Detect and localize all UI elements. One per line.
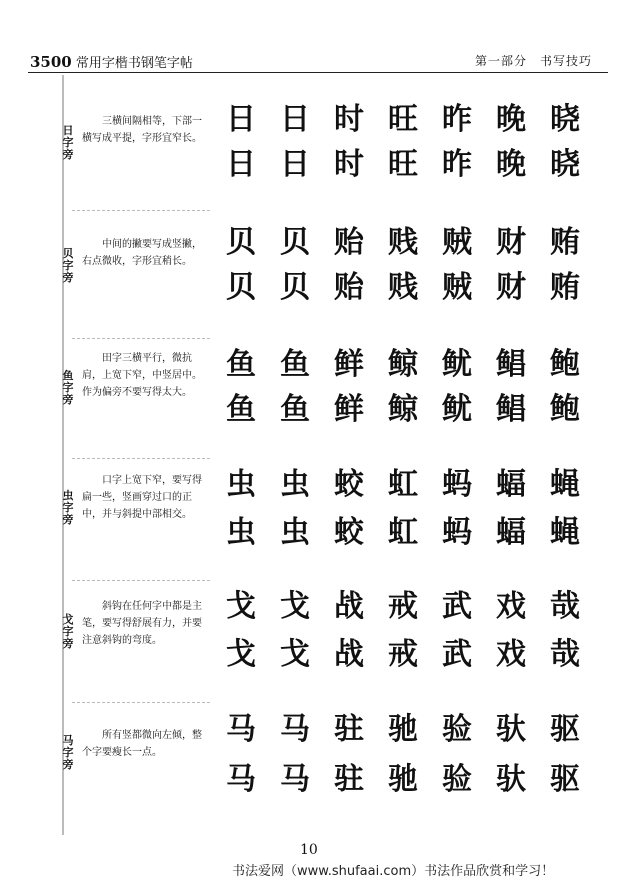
practice-char: 昨 bbox=[442, 147, 472, 182]
practice-char: 戏 bbox=[496, 637, 526, 672]
practice-char: 鲍 bbox=[550, 347, 580, 382]
practice-char: 蚂 bbox=[442, 467, 472, 502]
practice-char: 贻 bbox=[334, 225, 364, 260]
practice-char: 财 bbox=[496, 270, 526, 305]
practice-char: 蝠 bbox=[496, 515, 526, 550]
radical-label: 虫字旁 bbox=[62, 489, 74, 526]
practice-char: 贿 bbox=[550, 270, 580, 305]
practice-char: 驱 bbox=[550, 762, 580, 797]
site-watermark: 书法爱网（www.shufaai.com）书法作品欣赏和学习！ bbox=[232, 864, 555, 879]
radical-description: 所有竖都微向左倾，整个字要瘦长一点。 bbox=[82, 730, 202, 758]
practice-char: 晓 bbox=[550, 147, 580, 182]
sidebar-line bbox=[62, 75, 64, 835]
practice-char: 戈 bbox=[226, 589, 256, 624]
practice-char: 鱼 bbox=[226, 392, 256, 427]
practice-row bbox=[216, 587, 596, 627]
practice-char: 时 bbox=[334, 102, 364, 137]
practice-char: 蛟 bbox=[334, 515, 364, 550]
practice-row bbox=[216, 513, 596, 553]
practice-char: 驰 bbox=[388, 712, 418, 747]
practice-row bbox=[216, 100, 596, 140]
practice-char: 蛟 bbox=[334, 467, 364, 502]
practice-row bbox=[216, 710, 596, 750]
radical-description: 斜钩在任何字中都是主笔，要写得舒展有力，并要注意斜钩的弯度。 bbox=[82, 601, 202, 646]
practice-char: 驰 bbox=[388, 762, 418, 797]
entry-divider bbox=[72, 210, 210, 211]
practice-char: 鱼 bbox=[280, 392, 310, 427]
practice-char: 鲸 bbox=[388, 392, 418, 427]
practice-char: 蚂 bbox=[442, 515, 472, 550]
practice-char: 戏 bbox=[496, 589, 526, 624]
practice-char: 驮 bbox=[496, 762, 526, 797]
radical-description: 中间的撇要写成竖撇，右点微收，字形宜稍长。 bbox=[82, 239, 202, 267]
practice-char: 驱 bbox=[550, 712, 580, 747]
practice-char: 哉 bbox=[550, 637, 580, 672]
practice-char: 蝇 bbox=[550, 467, 580, 502]
practice-char: 战 bbox=[334, 589, 364, 624]
practice-char: 验 bbox=[442, 762, 472, 797]
entry-divider bbox=[72, 702, 210, 703]
practice-row bbox=[216, 345, 596, 385]
practice-char: 马 bbox=[226, 712, 256, 747]
practice-char: 贝 bbox=[280, 225, 310, 260]
practice-char: 旺 bbox=[388, 147, 418, 182]
practice-char: 鲸 bbox=[388, 347, 418, 382]
page-header bbox=[20, 50, 620, 70]
practice-char: 晓 bbox=[550, 102, 580, 137]
practice-char: 晚 bbox=[496, 102, 526, 137]
practice-char: 贝 bbox=[280, 270, 310, 305]
page-number: 10 bbox=[300, 842, 318, 858]
practice-char: 马 bbox=[280, 762, 310, 797]
practice-row bbox=[216, 465, 596, 505]
practice-char: 验 bbox=[442, 712, 472, 747]
practice-char: 戈 bbox=[226, 637, 256, 672]
book-brand bbox=[30, 52, 193, 71]
practice-char: 鲜 bbox=[334, 347, 364, 382]
section-title: 第一部分 书写技巧 bbox=[474, 54, 592, 68]
practice-char: 鲳 bbox=[496, 392, 526, 427]
practice-char: 日 bbox=[226, 102, 256, 137]
practice-char: 鱼 bbox=[226, 347, 256, 382]
practice-char: 贼 bbox=[442, 225, 472, 260]
practice-char: 虹 bbox=[388, 515, 418, 550]
practice-char: 戈 bbox=[280, 637, 310, 672]
practice-char: 贼 bbox=[442, 270, 472, 305]
practice-char: 鲳 bbox=[496, 347, 526, 382]
practice-char: 戈 bbox=[280, 589, 310, 624]
practice-char: 鱼 bbox=[280, 347, 310, 382]
entry-divider bbox=[72, 458, 210, 459]
practice-char: 蝇 bbox=[550, 515, 580, 550]
practice-char: 戒 bbox=[388, 637, 418, 672]
practice-char: 鱿 bbox=[442, 392, 472, 427]
practice-row bbox=[216, 635, 596, 675]
practice-char: 贝 bbox=[226, 225, 256, 260]
practice-row bbox=[216, 390, 596, 430]
radical-description: 口字上宽下窄，要写得扁一些，竖画穿过口的正中，并与斜提中部相交。 bbox=[82, 475, 202, 520]
radical-description: 三横间隔相等，下部一横写成平提，字形宜窄长。 bbox=[82, 116, 202, 144]
practice-char: 日 bbox=[226, 147, 256, 182]
book-number: 3500 bbox=[30, 53, 72, 71]
header-rule bbox=[28, 72, 608, 73]
practice-char: 时 bbox=[334, 147, 364, 182]
radical-description: 田字三横平行，微抗肩，上宽下窄，中竖居中。作为偏旁不要写得太大。 bbox=[82, 353, 202, 398]
radical-label: 鱼字旁 bbox=[62, 369, 74, 406]
practice-char: 蝠 bbox=[496, 467, 526, 502]
practice-row bbox=[216, 223, 596, 263]
practice-char: 戒 bbox=[388, 589, 418, 624]
practice-char: 虫 bbox=[280, 515, 310, 550]
practice-char: 驻 bbox=[334, 712, 364, 747]
practice-char: 驮 bbox=[496, 712, 526, 747]
practice-char: 鲜 bbox=[334, 392, 364, 427]
practice-row bbox=[216, 145, 596, 185]
practice-char: 晚 bbox=[496, 147, 526, 182]
radical-label: 戈字旁 bbox=[62, 613, 74, 650]
practice-char: 财 bbox=[496, 225, 526, 260]
practice-char: 日 bbox=[280, 102, 310, 137]
practice-char: 日 bbox=[280, 147, 310, 182]
practice-char: 旺 bbox=[388, 102, 418, 137]
radical-label: 日字旁 bbox=[62, 124, 74, 161]
practice-row bbox=[216, 760, 596, 800]
practice-char: 贻 bbox=[334, 270, 364, 305]
practice-char: 哉 bbox=[550, 589, 580, 624]
practice-char: 虹 bbox=[388, 467, 418, 502]
practice-char: 虫 bbox=[226, 467, 256, 502]
practice-char: 马 bbox=[280, 712, 310, 747]
practice-char: 驻 bbox=[334, 762, 364, 797]
practice-char: 武 bbox=[442, 589, 472, 624]
practice-char: 马 bbox=[226, 762, 256, 797]
practice-char: 虫 bbox=[226, 515, 256, 550]
entry-divider bbox=[72, 338, 210, 339]
practice-char: 贝 bbox=[226, 270, 256, 305]
entry-divider bbox=[72, 580, 210, 581]
radical-label: 贝字旁 bbox=[62, 247, 74, 284]
book-title: 常用字楷书钢笔字帖 bbox=[75, 56, 193, 71]
practice-char: 贱 bbox=[388, 270, 418, 305]
practice-row bbox=[216, 268, 596, 308]
practice-char: 虫 bbox=[280, 467, 310, 502]
practice-char: 鱿 bbox=[442, 347, 472, 382]
practice-char: 战 bbox=[334, 637, 364, 672]
practice-char: 贱 bbox=[388, 225, 418, 260]
radical-label: 马字旁 bbox=[62, 734, 74, 771]
practice-char: 鲍 bbox=[550, 392, 580, 427]
practice-char: 贿 bbox=[550, 225, 580, 260]
practice-char: 昨 bbox=[442, 102, 472, 137]
practice-char: 武 bbox=[442, 637, 472, 672]
